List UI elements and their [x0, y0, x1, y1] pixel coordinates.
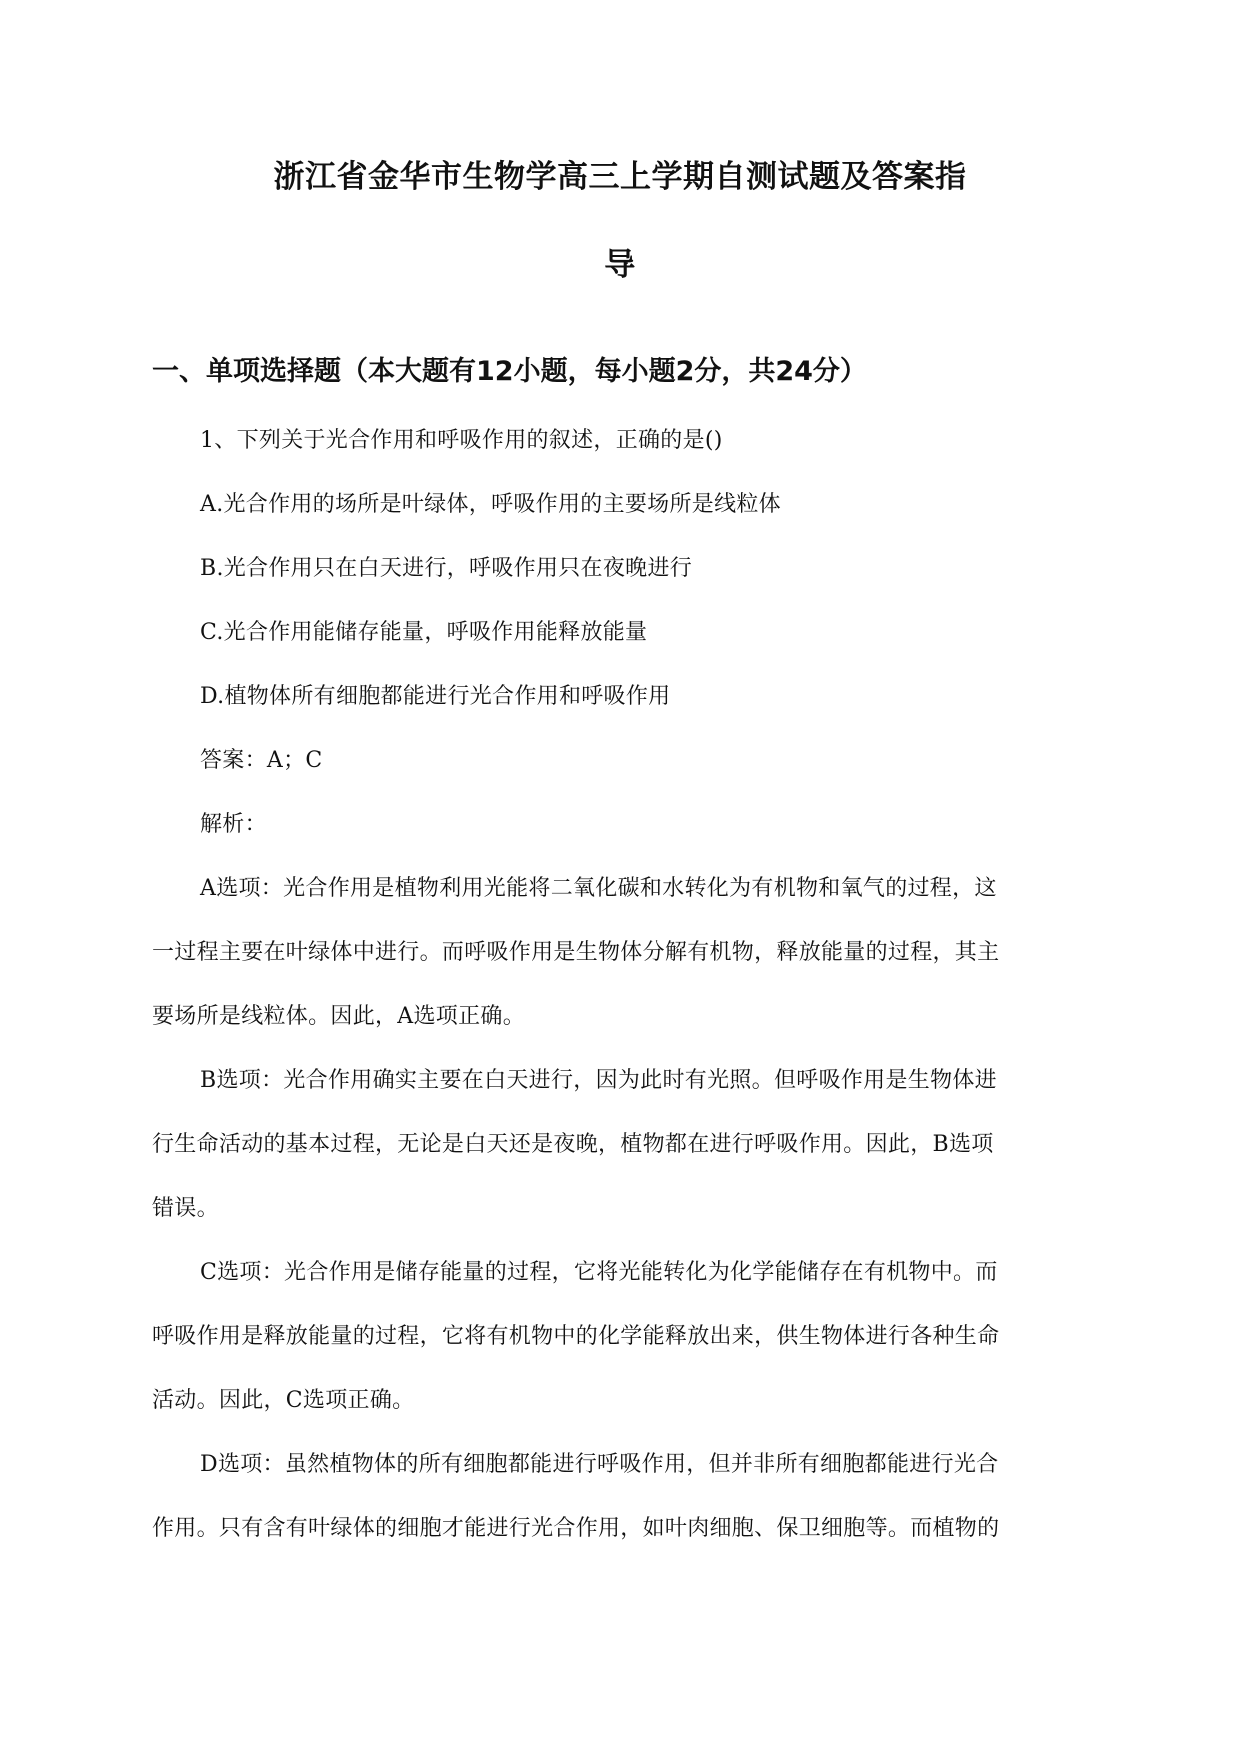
document-title-line-1: 浙江省金华市生物学高三上学期自测试题及答案指	[273, 159, 967, 195]
analysis-a-line-2: 一过程主要在叶绿体中进行。而呼吸作用是生物体分解有机物，释放能量的过程，其主	[152, 940, 1000, 965]
analysis-c-line-2: 呼吸作用是释放能量的过程，它将有机物中的化学能释放出来，供生物体进行各种生命	[152, 1324, 1000, 1349]
question-1-stem: 1、下列关于光合作用和呼吸作用的叙述，正确的是()	[200, 428, 723, 453]
analysis-a-line-3: 要场所是线粒体。因此，A选项正确。	[152, 1004, 525, 1029]
analysis-d-line-1: D选项：虽然植物体的所有细胞都能进行呼吸作用，但并非所有细胞都能进行光合	[200, 1452, 999, 1477]
option-d: D.植物体所有细胞都能进行光合作用和呼吸作用	[200, 684, 671, 709]
analysis-a-line-1: A选项：光合作用是植物利用光能将二氧化碳和水转化为有机物和氧气的过程，这	[200, 876, 997, 901]
analysis-c-line-3: 活动。因此，C选项正确。	[152, 1388, 415, 1413]
option-c: C.光合作用能储存能量，呼吸作用能释放能量	[200, 620, 648, 645]
analysis-b-line-2: 行生命活动的基本过程，无论是白天还是夜晚，植物都在进行呼吸作用。因此，B选项	[152, 1132, 994, 1157]
option-b: B.光合作用只在白天进行，呼吸作用只在夜晚进行	[200, 556, 693, 581]
answer: 答案：A；C	[200, 748, 323, 773]
section-heading: 一、单项选择题（本大题有12小题，每小题2分，共24分）	[152, 356, 867, 387]
analysis-b-line-1: B选项：光合作用确实主要在白天进行，因为此时有光照。但呼吸作用是生物体进	[200, 1068, 997, 1093]
option-a: A.光合作用的场所是叶绿体，呼吸作用的主要场所是线粒体	[200, 492, 781, 517]
analysis-d-line-2: 作用。只有含有叶绿体的细胞才能进行光合作用，如叶肉细胞、保卫细胞等。而植物的	[152, 1516, 1000, 1541]
analysis-c-line-1: C选项：光合作用是储存能量的过程，它将光能转化为化学能储存在有机物中。而	[200, 1260, 998, 1285]
analysis-b-line-3: 错误。	[152, 1196, 219, 1221]
analysis-label: 解析：	[200, 812, 267, 837]
document-title-line-2: 导	[604, 247, 636, 283]
